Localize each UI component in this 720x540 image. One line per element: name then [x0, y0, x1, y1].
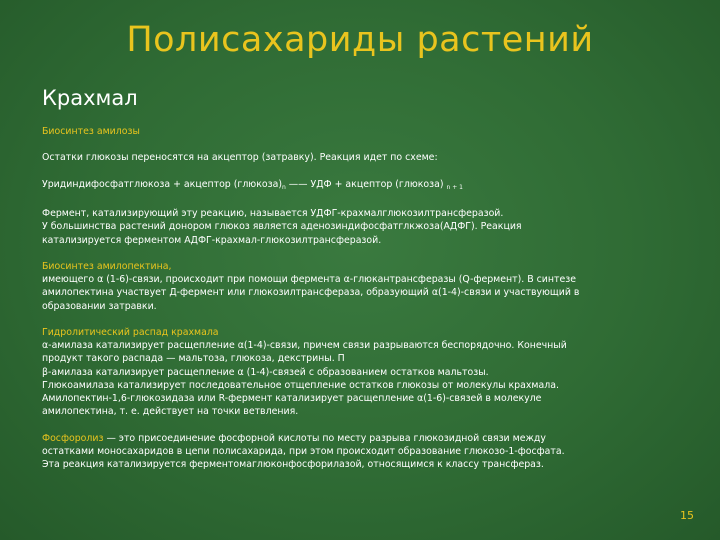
- phosphorolysis-line-3: Эта реакция катализируется ферментомаглюконфосфорилазой, относящимся к классу трансфераз.: [42, 458, 544, 470]
- reaction-subscript-n1: n + 1: [446, 183, 463, 191]
- slide-body: [42, 125, 692, 471]
- enzyme-line-1: Фермент, катализирующий эту реакцию, называется УДФГ-крахмалглюкозилтрансферазой.: [42, 208, 504, 220]
- slide-title: Полисахариды растений: [126, 20, 594, 60]
- amylose-line-1: Остатки глюкозы переносятся на акцептор (затравку). Реакция идет по схеме:: [42, 152, 438, 164]
- amylopectin-line-2: амилопектина участвует Д-фермент или глюкозилтрансфераза, образующий α(1-4)-связи и участвующий в: [42, 287, 580, 299]
- hydrolysis-line-4: Глюкоамилаза катализирует последовательное отщепление остатков глюкозы от молекулы крахмала.: [42, 379, 559, 391]
- phosphorolysis-line-2: остатками моносахаридов в цепи полисахарида, при этом происходит образование глюкозо-1-фосфата.: [42, 445, 565, 457]
- hydrolysis-line-2: продукт такого распада — мальтоза, глюкоза, декстрины. П: [42, 353, 345, 365]
- hydrolysis-line-3: β-амилаза катализирует расщепление α (1-4)-связей с образованием остатков мальтозы.: [42, 366, 489, 378]
- hydrolysis-heading: Гидролитический распад крахмала: [42, 326, 219, 338]
- reaction-right: —— УДФ + акцептор (глюкоза): [285, 178, 447, 190]
- amylose-heading: Биосинтез амилозы: [42, 126, 140, 137]
- amylopectin-heading: Биосинтез амилопектина,: [42, 260, 172, 272]
- phosphorolysis-line-1: [42, 432, 692, 445]
- page-number: 15: [680, 509, 694, 522]
- enzyme-line-2: У большинства растений донором глюкоз является аденозиндифосфатглкжоза(АДФГ). Реакция: [42, 221, 522, 233]
- hydrolysis-line-6: амилопектина, т. е. действует на точки ветвления.: [42, 406, 299, 418]
- amylopectin-line-1: имеющего α (1-6)-связи, происходит при помощи фермента α-глюкантрансферазы (Q-фермент). В синтезе: [42, 274, 577, 286]
- amylopectin-line-3: образовании затравки.: [42, 300, 157, 312]
- reaction-subscript-n: n: [281, 183, 286, 191]
- reaction-scheme: [42, 178, 692, 194]
- reaction-left: Уридиндифосфатглюкоза + акцептор (глюкоза): [42, 178, 282, 190]
- hydrolysis-line-1: α-амилаза катализирует расщепление α(1-4)-связи, причем связи разрываются беспорядочно. Конечный: [42, 340, 567, 352]
- hydrolysis-line-5: Амилопектин-1,6-глюкозидаза или R-фермент катализирует расщепление α(1-6)-связей в молекуле: [42, 392, 542, 404]
- slide-subtitle: Крахмал: [42, 86, 138, 110]
- phosphorolysis-heading: Фосфоролиз: [42, 432, 104, 444]
- enzyme-line-3: катализируется ферментом АДФГ-крахмал-глюкозилтрансферазой.: [42, 234, 382, 246]
- phosphorolysis-line-1-text: — это присоединение фосфорной кислоты по месту разрыва глюкозидной связи между: [103, 432, 546, 444]
